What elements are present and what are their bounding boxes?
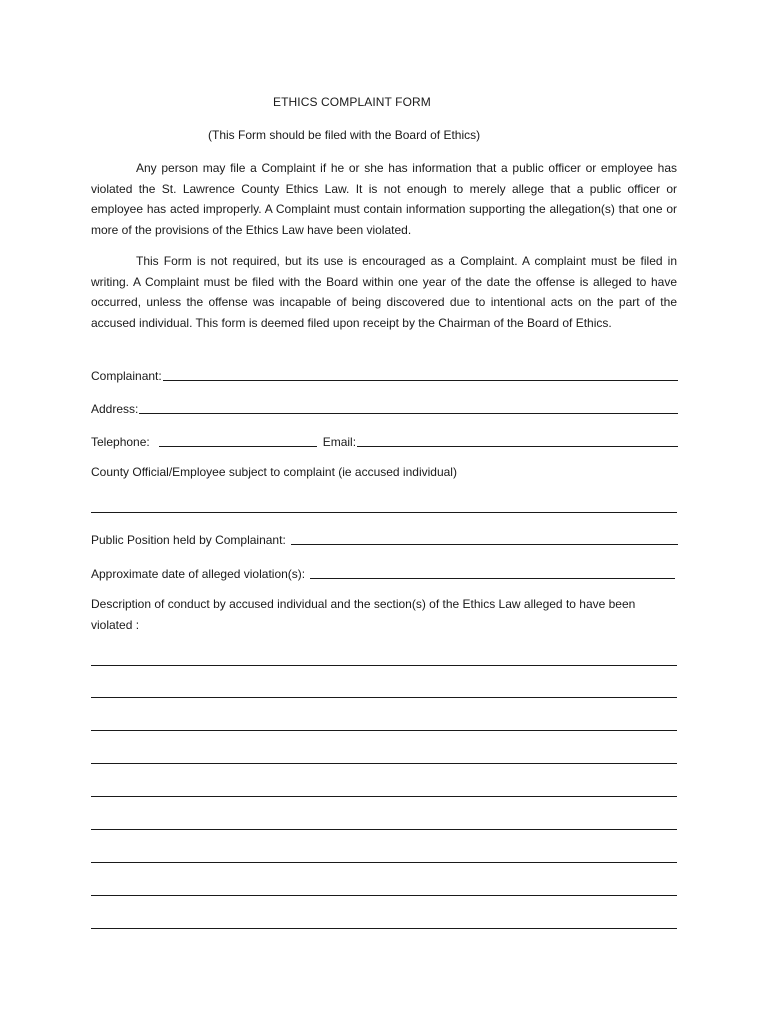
description-label: Description of conduct by accused individual and the section(s) of the Ethics Law alleged to have been violated : xyxy=(91,597,636,632)
complainant-blank[interactable] xyxy=(163,380,678,381)
instructions-paragraph: This Form is not required, but its use is encouraged as a Complaint. A complaint must be filed in writing. A Complaint must be filed with the Board within one year of the date the offense is alleged to have occurred, unless the offense was incapable of being discovered due to intentional acts on the part of the accused individual. This form is deemed filed upon receipt by the Chairman of the Board of Ethics. xyxy=(91,254,677,330)
email-label: Email: xyxy=(322,435,357,449)
complainant-label: Complainant: xyxy=(91,369,162,383)
description-line-1[interactable] xyxy=(91,665,677,666)
description-line-9[interactable] xyxy=(91,928,677,929)
description-line-2[interactable] xyxy=(91,697,677,698)
address-blank[interactable] xyxy=(139,413,678,414)
form-subtitle: (This Form should be filed with the Board of Ethics) xyxy=(208,128,481,142)
accused-blank[interactable] xyxy=(91,512,677,513)
description-line-8[interactable] xyxy=(91,895,677,896)
date-blank[interactable] xyxy=(310,578,675,579)
intro-paragraph: Any person may file a Complaint if he or she has information that a public officer or employee has violated the St. Lawrence County Ethics Law. It is not enough to merely allege that a public officer or employee has acted improperly. A Complaint must contain information supporting the allegation(s) that one or more of the provisions of the Ethics Law have been violated. xyxy=(91,161,677,237)
position-field[interactable] xyxy=(91,529,678,547)
position-blank[interactable] xyxy=(291,544,678,545)
email-blank[interactable] xyxy=(357,446,678,447)
date-field[interactable] xyxy=(91,563,675,581)
form-title: ETHICS COMPLAINT FORM xyxy=(273,95,431,109)
telephone-blank[interactable] xyxy=(159,446,317,447)
position-label: Public Position held by Complainant: xyxy=(91,533,286,547)
address-label: Address: xyxy=(91,402,139,416)
description-line-3[interactable] xyxy=(91,730,677,731)
description-line-7[interactable] xyxy=(91,862,677,863)
contact-fields xyxy=(91,431,678,449)
address-field[interactable] xyxy=(91,398,678,416)
complainant-field[interactable] xyxy=(91,365,678,383)
accused-label: County Official/Employee subject to complaint (ie accused individual) xyxy=(91,465,457,479)
description-line-4[interactable] xyxy=(91,763,677,764)
date-label: Approximate date of alleged violation(s): xyxy=(91,567,306,581)
telephone-label: Telephone: xyxy=(91,435,150,449)
description-line-5[interactable] xyxy=(91,796,677,797)
description-line-6[interactable] xyxy=(91,829,677,830)
